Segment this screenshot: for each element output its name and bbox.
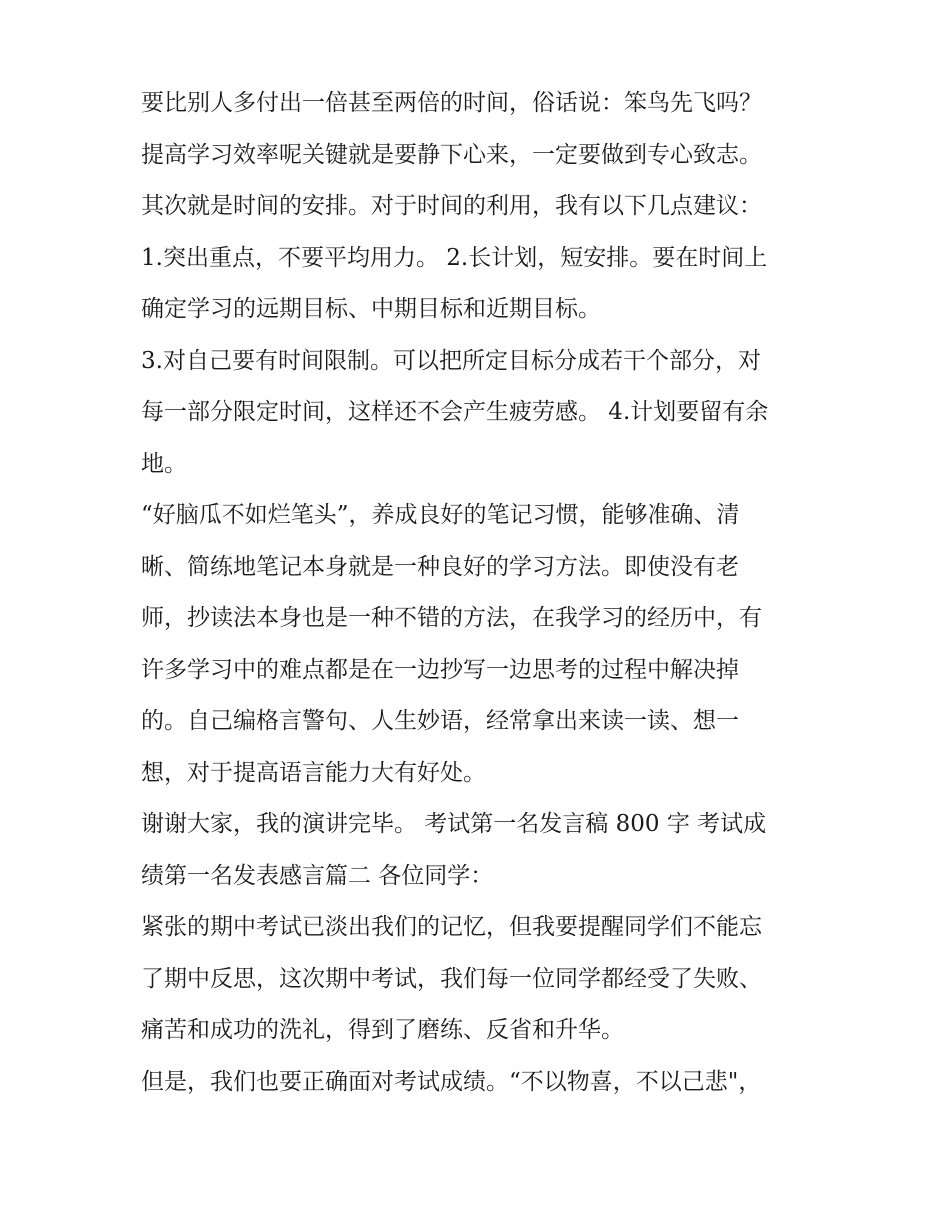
text-line-14: 想，对于提高语言能力大有好处。	[141, 759, 486, 786]
text-line-19: 痛苦和成功的洗礼，得到了磨练、反省和升华。	[141, 1017, 624, 1043]
text-line-12: 许多学习中的难点都是在一边抄写一边思考的过程中解决掉	[141, 656, 739, 683]
text-line-5: 确定学习的远期目标、中期目标和近期目标。	[141, 296, 601, 322]
document-body	[141, 78, 821, 1108]
text-line-9: “好脑瓜不如烂笔头”，养成良好的笔记习惯，能够准确、清	[141, 502, 740, 528]
text-line-7: 每一部分限定时间，这样还不会产生疲劳感。 4.计划要留有余	[141, 399, 769, 425]
text-line-1: 要比别人多付出一倍甚至两倍的时间，俗话说：笨鸟先飞吗？	[141, 90, 762, 116]
text-line-18: 了期中反思，这次期中考试，我们每一位同学都经受了失败、	[141, 965, 762, 992]
text-line-11: 师，抄读法本身也是一种不错的方法，在我学习的经历中，有	[141, 605, 762, 631]
text-line-10: 晰、简练地笔记本身就是一种良好的学习方法。即使没有老	[141, 553, 739, 580]
text-line-3: 其次就是时间的安排。对于时间的利用，我有以下几点建议：	[141, 193, 762, 219]
text-line-6: 3.对自己要有时间限制。可以把所定目标分成若干个部分，对	[141, 347, 761, 374]
text-line-8: 地。	[141, 450, 187, 477]
text-line-17: 紧张的期中考试已淡出我们的记忆，但我要提醒同学们不能忘	[141, 914, 762, 940]
text-line-13: 的。自己编格言警句、人生妙语，经常拿出来读一读、想一	[141, 708, 739, 734]
text-line-20: 但是，我们也要正确面对考试成绩。“不以物喜，不以己悲"，	[141, 1068, 762, 1095]
text-line-16: 绩第一名发表感言篇二 各位同学：	[141, 862, 494, 889]
text-line-4: 1.突出重点，不要平均用力。 2.长计划，短安排。要在时间上	[141, 244, 768, 271]
text-line-2: 提高学习效率呢关键就是要静下心来，一定要做到专心致志。	[141, 141, 762, 168]
text-line-15: 谢谢大家，我的演讲完毕。 考试第一名发言稿 800 字 考试成	[141, 811, 767, 837]
